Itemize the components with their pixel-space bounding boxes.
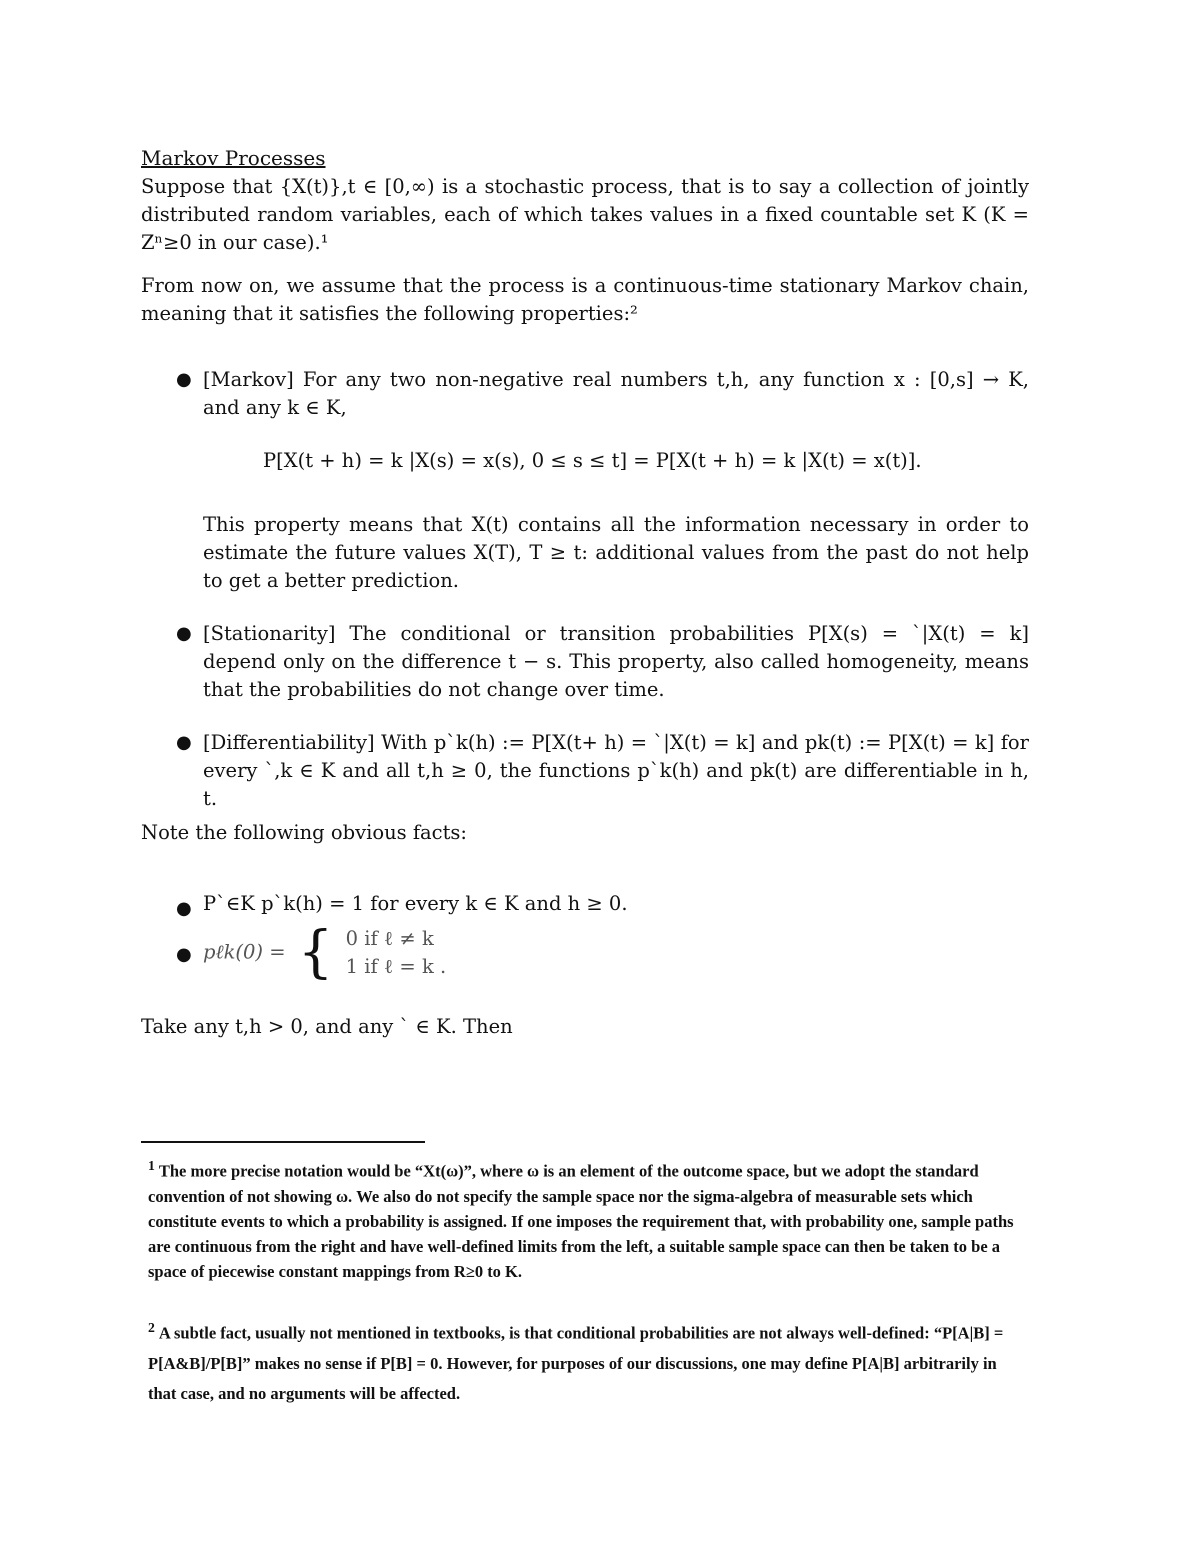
fact2-lhs: pℓk(0) = [203, 940, 286, 964]
note-line: Note the following obvious facts: [141, 821, 468, 844]
footnote-1 [148, 1153, 1028, 1284]
bullet-icon: ● [176, 898, 192, 919]
markov-equation: P[X(t + h) = k |X(s) = x(s), 0 ≤ s ≤ t] = P[X(t + h) = k |X(t) = x(t)]. [263, 449, 922, 472]
footnote-separator [141, 1141, 425, 1143]
footnote-1-text: The more precise notation would be “Xt(ω)”, where ω is an element of the outcome space, but we adopt the standard convention of not showing ω. We also do not specify the sample space nor the sigma-algebra of measurable sets which constitute events to which a probability is assigned. If one imposes the requirement that, with probability one, sample paths are continuous from the right and have well-defined limits from the left, a suitable sample space can then be taken to be a space of piecewise constant mappings from R≥0 to K. [148, 1161, 1014, 1281]
bullet-differentiability: [Differentiability] With p`k(h) := P[X(t+ h) = `|X(t) = k] and pk(t) := P[X(t) = k] for every `,k ∈ K and all t,h ≥ 0, the functions p`k(h) and pk(t) are differentiable in h, t. [203, 731, 1029, 810]
left-brace-icon: { [297, 920, 334, 985]
bullet-markov: [Markov] For any two non-negative real numbers t,h, any function x : [0,s] → K, and any k ∈ K, [203, 368, 1029, 419]
assumption-paragraph: From now on, we assume that the process is a continuous-time stationary Markov chain, meaning that it satisfies the following properties:² [141, 274, 1029, 325]
intro-paragraph: Suppose that {X(t)},t ∈ [0,∞) is a stochastic process, that is to say a collection of jointly distributed random variables, each of which takes values in a fixed countable set K (K = Zⁿ≥0 in our case).¹ [141, 175, 1029, 254]
footnote-1-mark: 1 [148, 1158, 155, 1173]
bullet-icon: ● [176, 944, 192, 965]
markov-explanation: This property means that X(t) contains all the information necessary in order to estimate the future values X(T), T ≥ t: additional values from the past do not help to get a better prediction. [203, 513, 1029, 592]
bullet-stationarity: [Stationarity] The conditional or transition probabilities P[X(s) = `|X(t) = k] depend only on the difference t − s. This property, also called homogeneity, means that the probabilities do not change over time. [203, 622, 1029, 701]
fact-initial-condition [203, 920, 447, 985]
section-title: Markov Processes [141, 146, 326, 170]
piecewise-row-2: 1 if ℓ = k . [345, 955, 447, 978]
bullet-icon: ● [176, 369, 192, 390]
fact-sum-one: P`∈K p`k(h) = 1 for every k ∈ K and h ≥ 0. [203, 892, 628, 915]
piecewise-rows [346, 925, 447, 981]
bullet-icon: ● [176, 623, 192, 644]
piecewise-row-1: 0 if ℓ ≠ k [345, 927, 434, 950]
footnote-2 [148, 1313, 1028, 1409]
take-line: Take any t,h > 0, and any ` ∈ K. Then [141, 1015, 513, 1038]
piecewise-definition [297, 920, 447, 985]
footnote-2-mark: 2 [148, 1320, 155, 1335]
bullet-icon: ● [176, 732, 192, 753]
footnote-2-text: A subtle fact, usually not mentioned in textbooks, is that conditional probabilities are not always well-defined: “P[A|B] = P[A&B]/P[B]” makes no sense if P[B] = 0. However, for purposes of our discussions, one may define P[A|B] arbitrarily in that case, and no arguments will be affected. [148, 1323, 1004, 1403]
